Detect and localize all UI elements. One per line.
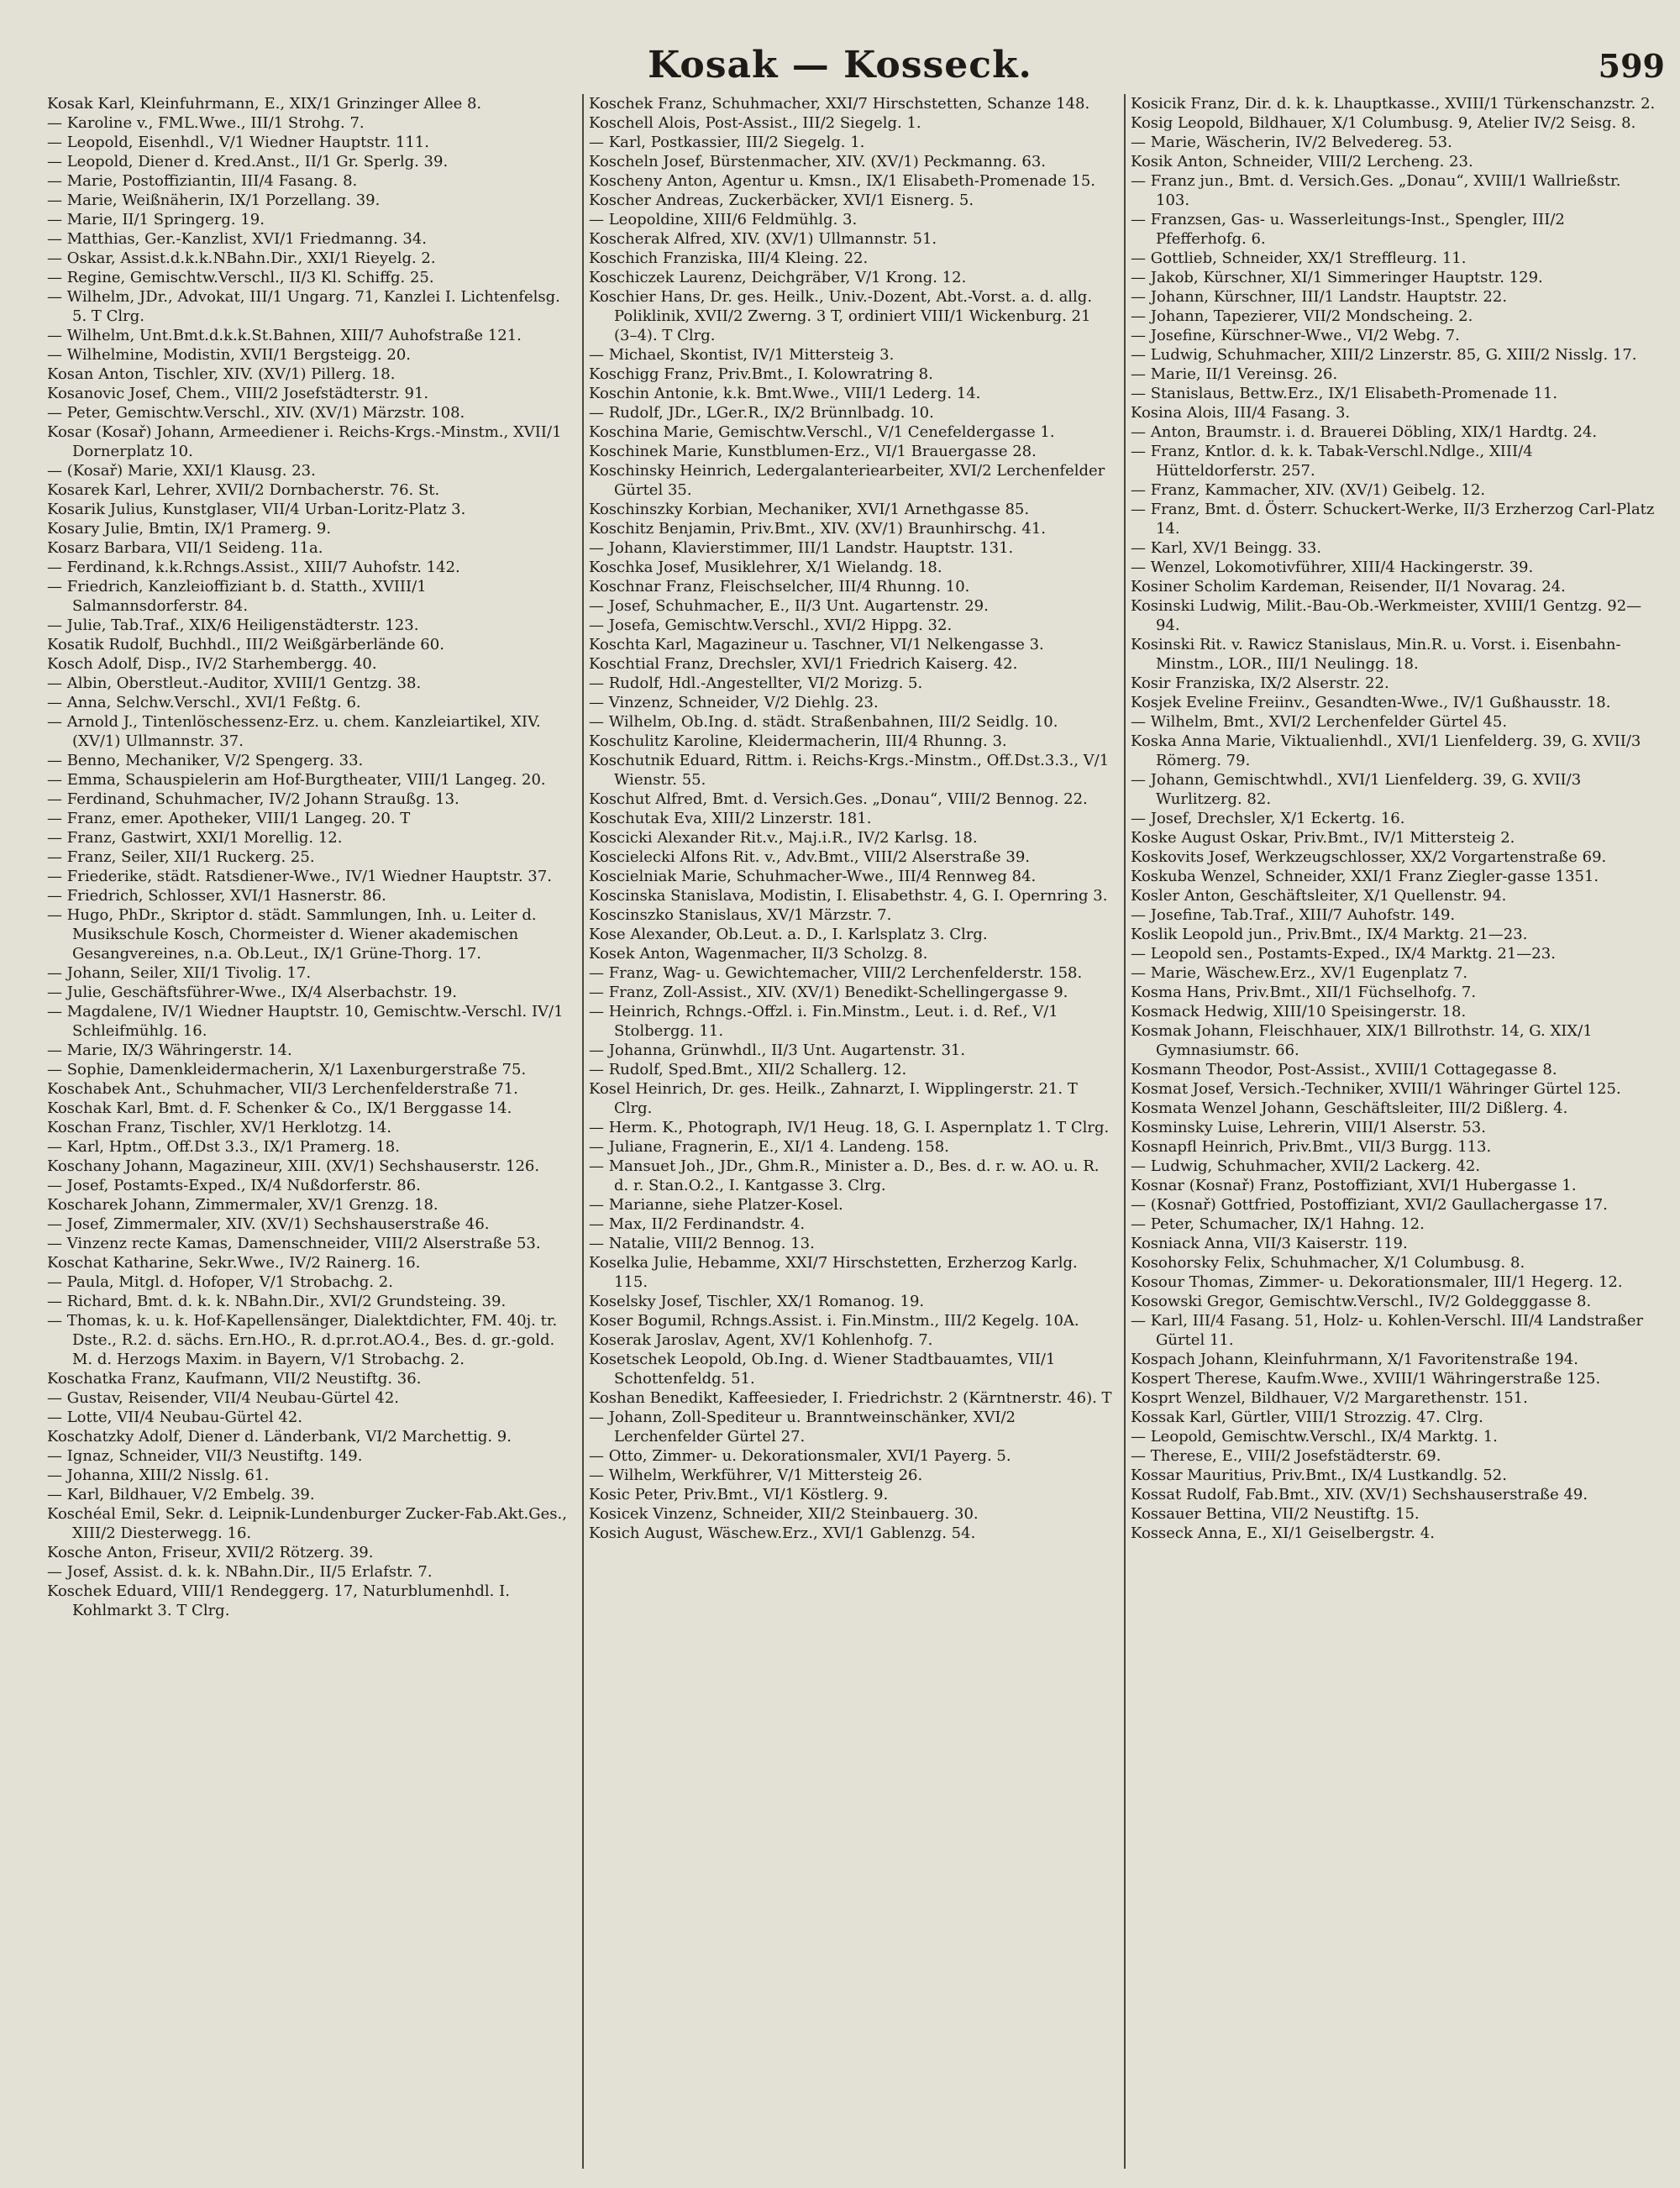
directory-entry: Koschek Eduard, VIII/1 Rendeggerg. 17, Naturblumenhdl. I. Kohlmarkt 3. T Clrg. — [47, 1582, 510, 1619]
directory-entry: — Marie, IX/3 Währingerstr. 14. — [47, 1042, 292, 1059]
directory-entry: — Hugo, PhDr., Skriptor d. städt. Sammlungen, Inh. u. Leiter d. Musikschule Kosch, Chormeister d. Wiener akademischen Gesangvereines, n.a. Ob.Leut., IX/1 Grüne-Thorg. 17. — [47, 906, 537, 963]
directory-entry: — Johann, Tapezierer, VII/2 Mondscheing. 2. — [1131, 307, 1473, 325]
directory-entry: — Lotte, VII/4 Neubau-Gürtel 42. — [47, 1409, 303, 1426]
directory-entry: Kosic Peter, Priv.Bmt., VI/1 Köstlerg. 9. — [589, 1486, 889, 1503]
column-middle — [584, 94, 1126, 2169]
directory-entry: Koschek Franz, Schuhmacher, XXI/7 Hirschstetten, Schanze 148. — [589, 95, 1090, 113]
directory-entry: — Johann, Zoll-Spediteur u. Branntweinschänker, XVI/2 Lerchenfelder Gürtel 27. — [589, 1409, 1016, 1446]
directory-entry: Kosanovic Josef, Chem., VIII/2 Josefstädterstr. 91. — [47, 385, 429, 402]
directory-entry: Koscherak Alfred, XIV. (XV/1) Ullmannstr. 51. — [589, 230, 937, 248]
directory-entry: — Josef, Schuhmacher, E., II/3 Unt. Augartenstr. 29. — [589, 597, 989, 615]
directory-entry: Koschta Karl, Magazineur u. Taschner, VI/1 Nelkengasse 3. — [589, 636, 1044, 653]
directory-entry: Koser Bogumil, Rchngs.Assist. i. Fin.Minstm., III/2 Kegelg. 10A. — [589, 1312, 1079, 1330]
directory-entry: Koscielecki Alfons Rit. v., Adv.Bmt., VIII/2 Alserstraße 39. — [589, 848, 1031, 866]
directory-entry: Kosina Alois, III/4 Fasang. 3. — [1131, 404, 1351, 422]
directory-entry: Koschier Hans, Dr. ges. Heilk., Univ.-Dozent, Abt.-Vorst. a. d. allg. Poliklinik, XVII/2 Zwerng. 3 T, ordiniert VIII/1 Wickenburg. 21 (3–4). T Clrg. — [589, 288, 1093, 344]
directory-entry: — Josef, Postamts-Exped., IX/4 Nußdorferstr. 86. — [47, 1177, 421, 1194]
directory-entry: Kospach Johann, Kleinfuhrmann, X/1 Favoritenstraße 194. — [1131, 1351, 1578, 1368]
directory-entry: — Oskar, Assist.d.k.k.NBahn.Dir., XXI/1 Rieyelg. 2. — [47, 249, 436, 267]
directory-entry: — Gottlieb, Schneider, XX/1 Streffleurg. 11. — [1131, 249, 1467, 267]
directory-entry: Koschina Marie, Gemischtw.Verschl., V/1 Cenefeldergasse 1. — [589, 423, 1055, 441]
directory-entry: Kosig Leopold, Bildhauer, X/1 Columbusg. 9, Atelier IV/2 Seisg. 8. — [1131, 114, 1636, 132]
directory-entry: Kosetschek Leopold, Ob.Ing. d. Wiener Stadtbauamtes, VII/1 Schottenfeldg. 51. — [589, 1351, 1056, 1388]
directory-entry: Koschitz Benjamin, Priv.Bmt., XIV. (XV/1) Braunhirschg. 41. — [589, 520, 1046, 538]
directory-entry: Kosar (Kosař) Johann, Armeediener i. Reichs-Krgs.-Minstm., XVII/1 Dornerplatz 10. — [47, 423, 562, 460]
directory-entry: Koschak Karl, Bmt. d. F. Schenker & Co., IX/1 Berggasse 14. — [47, 1099, 512, 1117]
directory-entry: Kosche Anton, Friseur, XVII/2 Rötzerg. 39. — [47, 1544, 374, 1561]
directory-entry: Koschtial Franz, Drechsler, XVI/1 Friedrich Kaiserg. 42. — [589, 655, 1018, 673]
directory-entry: — Johanna, Grünwhdl., II/3 Unt. Augartenstr. 31. — [589, 1042, 966, 1059]
directory-entry: — Leopold, Diener d. Kred.Anst., II/1 Gr. Sperlg. 39. — [47, 153, 449, 171]
directory-entry: — Mansuet Joh., JDr., Ghm.R., Minister a. D., Bes. d. r. w. AO. u. R. d. r. Stan.O.2., I. Kantgasse 3. Clrg. — [589, 1157, 1100, 1194]
directory-entry: — Johann, Seiler, XII/1 Tivolig. 17. — [47, 964, 312, 982]
directory-entry: — Vinzenz, Schneider, V/2 Diehlg. 23. — [589, 694, 879, 711]
directory-entry: — Julie, Geschäftsführer-Wwe., IX/4 Alserbachstr. 19. — [47, 984, 457, 1001]
directory-entry: Koschich Franziska, III/4 Kleing. 22. — [589, 249, 869, 267]
directory-entry: — Jakob, Kürschner, XI/1 Simmeringer Hauptstr. 129. — [1131, 269, 1543, 286]
page-number: 599 — [1598, 47, 1665, 85]
directory-entry: — Wilhelm, Werkführer, V/1 Mittersteig 26. — [589, 1467, 923, 1484]
directory-entry: Koschabek Ant., Schuhmacher, VII/3 Lerchenfelderstraße 71. — [47, 1080, 518, 1098]
directory-entry: — Wilhelm, JDr., Advokat, III/1 Ungarg. 71, Kanzlei I. Lichtenfelsg. 5. T Clrg. — [47, 288, 560, 325]
directory-entry: Kosel Heinrich, Dr. ges. Heilk., Zahnarzt, I. Wipplingerstr. 21. T Clrg. — [589, 1080, 1078, 1117]
directory-entry: — Herm. K., Photograph, IV/1 Heug. 18, G. I. Aspernplatz 1. T Clrg. — [589, 1119, 1110, 1136]
directory-entry: — Johanna, XIII/2 Nisslg. 61. — [47, 1467, 270, 1484]
directory-entry: — (Kosnař) Gottfried, Postoffiziant, XVI/2 Gaullachergasse 17. — [1131, 1196, 1608, 1214]
directory-entry: Kosowski Gregor, Gemischtw.Verschl., IV/2 Goldegggasse 8. — [1131, 1293, 1592, 1310]
directory-entry: Koschat Katharine, Sekr.Wwe., IV/2 Rainerg. 16. — [47, 1254, 421, 1272]
directory-entry: — Ignaz, Schneider, VII/3 Neustiftg. 149. — [47, 1447, 363, 1465]
directory-entry: — Albin, Oberstleut.-Auditor, XVIII/1 Gentzg. 38. — [47, 674, 422, 692]
directory-entry: Koscheny Anton, Agentur u. Kmsn., IX/1 Elisabeth-Promenade 15. — [589, 172, 1095, 190]
directory-entry: Kosseck Anna, E., XI/1 Geiselbergstr. 4. — [1131, 1524, 1435, 1542]
directory-entry: — Leopold sen., Postamts-Exped., IX/4 Marktg. 21—23. — [1131, 945, 1556, 963]
directory-entry: — Wilhelmine, Modistin, XVII/1 Bergsteigg. 20. — [47, 346, 412, 364]
directory-entry: Kosnar (Kosnař) Franz, Postoffiziant, XVI/1 Hubergasse 1. — [1131, 1177, 1577, 1194]
directory-entry: Kossat Rudolf, Fab.Bmt., XIV. (XV/1) Sechshauserstraße 49. — [1131, 1486, 1588, 1503]
directory-entry: Kosak Karl, Kleinfuhrmann, E., XIX/1 Grinzinger Allee 8. — [47, 95, 482, 113]
directory-entry: — Johann, Kürschner, III/1 Landstr. Hauptstr. 22. — [1131, 288, 1508, 306]
directory-entry: Kosatik Rudolf, Buchhdl., III/2 Weißgärberlände 60. — [47, 636, 444, 653]
directory-entry: — Karoline v., FML.Wwe., III/1 Strohg. 7. — [47, 114, 365, 132]
directory-entry: — Leopold, Gemischtw.Verschl., IX/4 Marktg. 1. — [1131, 1428, 1498, 1446]
directory-entry: — Friederike, städt. Ratsdiener-Wwe., IV/1 Wiedner Hauptstr. 37. — [47, 868, 552, 885]
column-left — [42, 94, 584, 2169]
directory-entry: Kosiner Scholim Kardeman, Reisender, II/1 Novarag. 24. — [1131, 578, 1566, 596]
directory-entry: Koschulitz Karoline, Kleidermacherin, III/4 Rhunng. 3. — [589, 732, 1007, 750]
directory-entry: — Gustav, Reisender, VII/4 Neubau-Gürtel 42. — [47, 1389, 400, 1407]
directory-entry: — Paula, Mitgl. d. Hofoper, V/1 Strobachg. 2. — [47, 1273, 393, 1291]
directory-entry: — Otto, Zimmer- u. Dekorationsmaler, XVI/1 Payerg. 5. — [589, 1447, 1011, 1465]
directory-entry: — Franzsen, Gas- u. Wasserleitungs-Inst., Spengler, III/2 Pfefferhofg. 6. — [1131, 211, 1565, 248]
directory-entry: — Marie, Weißnäherin, IX/1 Porzellang. 39. — [47, 192, 381, 209]
directory-entry: — Josefine, Kürschner-Wwe., VI/2 Webg. 7. — [1131, 327, 1460, 344]
directory-entry: Kospert Therese, Kaufm.Wwe., XVIII/1 Währingerstraße 125. — [1131, 1370, 1601, 1388]
directory-entry: — Anton, Braumstr. i. d. Brauerei Döbling, XIX/1 Hardtg. 24. — [1131, 423, 1598, 441]
directory-entry: — Magdalene, IV/1 Wiedner Hauptstr. 10, Gemischtw.-Verschl. IV/1 Schleifmühlg. 16. — [47, 1003, 564, 1040]
directory-entry: Koserak Jaroslav, Agent, XV/1 Kohlenhofg. 7. — [589, 1331, 933, 1349]
directory-entry: Koschut Alfred, Bmt. d. Versich.Ges. „Donau“, VIII/2 Bennog. 22. — [589, 790, 1088, 808]
directory-entry: Kosler Anton, Geschäftsleiter, X/1 Quellenstr. 94. — [1131, 887, 1507, 905]
directory-entry: — Franz, Wag- u. Gewichtemacher, VIII/2 Lerchenfelderstr. 158. — [589, 964, 1083, 982]
directory-entry: Koschan Franz, Tischler, XV/1 Herklotzg. 14. — [47, 1119, 392, 1136]
page-title: Kosak — Kosseck. — [648, 44, 1032, 87]
directory-entry: — Franz, emer. Apotheker, VIII/1 Langeg. 20. T — [47, 810, 411, 827]
directory-entry: Kosary Julie, Bmtin, IX/1 Pramerg. 9. — [47, 520, 332, 538]
directory-entry: Koscicki Alexander Rit.v., Maj.i.R., IV/2 Karlsg. 18. — [589, 829, 978, 847]
directory-entry: — Peter, Gemischtw.Verschl., XIV. (XV/1) Märzstr. 108. — [47, 404, 465, 422]
directory-entry: — Marie, Wäschew.Erz., XV/1 Eugenplatz 7. — [1131, 964, 1468, 982]
directory-entry: — Karl, Hptm., Off.Dst 3.3., IX/1 Pramerg. 18. — [47, 1138, 400, 1156]
directory-entry: Koschinszky Korbian, Mechaniker, XVI/1 Arnethgasse 85. — [589, 501, 1030, 518]
directory-entry: Koschany Johann, Magazineur, XIII. (XV/1) Sechshauserstr. 126. — [47, 1157, 540, 1175]
directory-entry: Koschin Antonie, k.k. Bmt.Wwe., VIII/1 Lederg. 14. — [589, 385, 981, 402]
directory-entry: Kosinski Rit. v. Rawicz Stanislaus, Min.R. u. Vorst. i. Eisenbahn-Minstm., LOR., III/1 Neulingg. 18. — [1131, 636, 1621, 673]
directory-entry: Kosir Franziska, IX/2 Alserstr. 22. — [1131, 674, 1389, 692]
directory-entry: — Karl, XV/1 Beingg. 33. — [1131, 539, 1322, 557]
directory-entry: — Vinzenz recte Kamas, Damenschneider, VIII/2 Alserstraße 53. — [47, 1235, 541, 1252]
directory-entry: Koscielniak Marie, Schuhmacher-Wwe., III/4 Rennweg 84. — [589, 868, 1037, 885]
directory-entry: Koschatka Franz, Kaufmann, VII/2 Neustiftg. 36. — [47, 1370, 422, 1388]
directory-entry: Koschutak Eva, XIII/2 Linzerstr. 181. — [589, 810, 872, 827]
directory-entry: Kosicek Vinzenz, Schneider, XII/2 Steinbauerg. 30. — [589, 1505, 979, 1523]
directory-entry: Kossar Mauritius, Priv.Bmt., IX/4 Lustkandlg. 52. — [1131, 1467, 1507, 1484]
directory-entry: Koschinek Marie, Kunstblumen-Erz., VI/1 Brauergasse 28. — [589, 443, 1037, 460]
directory-entry: Koscheln Josef, Bürstenmacher, XIV. (XV/1) Peckmanng. 63. — [589, 153, 1047, 171]
directory-entry: — Richard, Bmt. d. k. k. NBahn.Dir., XVI/2 Grundsteing. 39. — [47, 1293, 507, 1310]
directory-entry: — Wilhelm, Ob.Ing. d. städt. Straßenbahnen, III/2 Seidlg. 10. — [589, 713, 1058, 731]
directory-entry: Kosmak Johann, Fleischhauer, XIX/1 Billrothstr. 14, G. XIX/1 Gymnasiumstr. 66. — [1131, 1022, 1593, 1059]
directory-entry: Kosan Anton, Tischler, XIV. (XV/1) Pillerg. 18. — [47, 365, 396, 383]
directory-entry: — Leopoldine, XIII/6 Feldmühlg. 3. — [589, 211, 858, 228]
directory-entry: Kosch Adolf, Disp., IV/2 Starhembergg. 40. — [47, 655, 377, 673]
directory-entry: — Franz, Kammacher, XIV. (XV/1) Geibelg. 12. — [1131, 481, 1486, 499]
directory-entry: — Heinrich, Rchngs.-Offzl. i. Fin.Minstm., Leut. i. d. Ref., V/1 Stolbergg. 11. — [589, 1003, 1058, 1040]
directory-entry: Kosjek Eveline Freiinv., Gesandten-Wwe., IV/1 Gußhausstr. 18. — [1131, 694, 1611, 711]
directory-entry: Koschéal Emil, Sekr. d. Leipnik-Lundenburger Zucker-Fab.Akt.Ges., XIII/2 Diesterwegg. 16. — [47, 1505, 567, 1542]
directory-entry: — Karl, Postkassier, III/2 Siegelg. 1. — [589, 134, 865, 151]
directory-entry: — Arnold J., Tintenlöschessenz-Erz. u. chem. Kanzleiartikel, XIV. (XV/1) Ullmannstr. 37. — [47, 713, 541, 750]
directory-entry: — Josefa, Gemischtw.Verschl., XVI/2 Hippg. 32. — [589, 617, 953, 634]
directory-entry: — Franz, Bmt. d. Österr. Schuckert-Werke, II/3 Erzherzog Carl-Platz 14. — [1131, 501, 1655, 538]
directory-entry: — Josefine, Tab.Traf., XIII/7 Auhofstr. 149. — [1131, 906, 1456, 924]
directory-entry: — Johann, Gemischtwhdl., XVI/1 Lienfelderg. 39, G. XVII/3 Wurlitzerg. 82. — [1131, 771, 1582, 808]
directory-entry: — Rudolf, Sped.Bmt., XII/2 Schallerg. 12. — [589, 1061, 907, 1078]
directory-entry: Kosniack Anna, VII/3 Kaiserstr. 119. — [1131, 1235, 1408, 1252]
directory-columns — [42, 94, 1667, 2169]
directory-entry: — Wilhelm, Unt.Bmt.d.k.k.St.Bahnen, XIII/7 Auhofstraße 121. — [47, 327, 522, 344]
directory-entry: — Franz, Kntlor. d. k. k. Tabak-Verschl.Ndlge., XIII/4 Hütteldorferstr. 257. — [1131, 443, 1533, 480]
directory-entry: Kosohorsky Felix, Schuhmacher, X/1 Columbusg. 8. — [1131, 1254, 1525, 1272]
directory-entry: Kosarik Julius, Kunstglaser, VII/4 Urban-Loritz-Platz 3. — [47, 501, 466, 518]
directory-entry: — Franz, Seiler, XII/1 Ruckerg. 25. — [47, 848, 315, 866]
directory-entry: Koscharek Johann, Zimmermaler, XV/1 Grenzg. 18. — [47, 1196, 438, 1214]
directory-entry: Kosmat Josef, Versich.-Techniker, XVIII/1 Währinger Gürtel 125. — [1131, 1080, 1621, 1098]
directory-entry: — Stanislaus, Bettw.Erz., IX/1 Elisabeth-Promenade 11. — [1131, 385, 1558, 402]
directory-entry: Koska Anna Marie, Viktualienhdl., XVI/1 Lienfelderg. 39, G. XVII/3 Römerg. 79. — [1131, 732, 1641, 769]
directory-entry: Kosma Hans, Priv.Bmt., XII/1 Füchselhofg. 7. — [1131, 984, 1477, 1001]
directory-entry: Koschigg Franz, Priv.Bmt., I. Kolowratring 8. — [589, 365, 933, 383]
directory-entry: Koschatzky Adolf, Diener d. Länderbank, VI/2 Marchettig. 9. — [47, 1428, 512, 1446]
directory-entry: Kosnapfl Heinrich, Priv.Bmt., VII/3 Burgg. 113. — [1131, 1138, 1492, 1156]
column-right — [1126, 94, 1667, 2169]
directory-entry: Koselsky Josef, Tischler, XX/1 Romanog. 19. — [589, 1293, 925, 1310]
directory-entry: — Ferdinand, k.k.Rchngs.Assist., XIII/7 Auhofstr. 142. — [47, 559, 460, 576]
directory-entry: — Ferdinand, Schuhmacher, IV/2 Johann Straußg. 13. — [47, 790, 459, 808]
directory-entry: — Leopold, Eisenhdl., V/1 Wiedner Hauptstr. 111. — [47, 134, 429, 151]
directory-entry: — Michael, Skontist, IV/1 Mittersteig 3. — [589, 346, 895, 364]
directory-entry: — Friedrich, Schlosser, XVI/1 Hasnerstr. 86. — [47, 887, 386, 905]
directory-entry: Koschka Josef, Musiklehrer, X/1 Wielandg. 18. — [589, 559, 942, 576]
directory-entry: Koscinska Stanislava, Modistin, I. Elisabethstr. 4, G. I. Opernring 3. — [589, 887, 1108, 905]
directory-entry: Kosinski Ludwig, Milit.-Bau-Ob.-Werkmeister, XVIII/1 Gentzg. 92—94. — [1131, 597, 1642, 634]
directory-entry: Kosmann Theodor, Post-Assist., XVIII/1 Cottagegasse 8. — [1131, 1061, 1557, 1078]
directory-entry: Kosmata Wenzel Johann, Geschäftsleiter, III/2 Dißlerg. 4. — [1131, 1099, 1568, 1117]
directory-entry: — Julie, Tab.Traf., XIX/6 Heiligenstädterstr. 123. — [47, 617, 419, 634]
directory-entry: Kosminsky Luise, Lehrerin, VIII/1 Alserstr. 53. — [1131, 1119, 1486, 1136]
directory-entry: — Matthias, Ger.-Kanzlist, XVI/1 Friedmanng. 34. — [47, 230, 428, 248]
directory-entry: Koschinsky Heinrich, Ledergalanteriearbeiter, XVI/2 Lerchenfelder Gürtel 35. — [589, 462, 1105, 499]
directory-entry: — Friedrich, Kanzleioffiziant b. d. Statth., XVIII/1 Salmannsdorferstr. 84. — [47, 578, 427, 615]
directory-entry: Kosik Anton, Schneider, VIII/2 Lercheng. 23. — [1131, 153, 1473, 171]
directory-entry: Koscinszko Stanislaus, XV/1 Märzstr. 7. — [589, 906, 892, 924]
directory-entry: — Therese, E., VIII/2 Josefstädterstr. 69. — [1131, 1447, 1441, 1465]
directory-entry: — Karl, Bildhauer, V/2 Embelg. 39. — [47, 1486, 315, 1503]
directory-entry: — (Kosař) Marie, XXI/1 Klausg. 23. — [47, 462, 316, 480]
directory-entry: Koschiczek Laurenz, Deichgräber, V/1 Krong. 12. — [589, 269, 967, 286]
directory-entry: — Johann, Klavierstimmer, III/1 Landstr. Hauptstr. 131. — [589, 539, 1014, 557]
directory-entry: Kosarz Barbara, VII/1 Seideng. 11a. — [47, 539, 323, 557]
directory-entry: Kosarek Karl, Lehrer, XVII/2 Dornbacherstr. 76. St. — [47, 481, 440, 499]
directory-entry: — Marie, Wäscherin, IV/2 Belvedereg. 53. — [1131, 134, 1452, 151]
directory-entry: Koslik Leopold jun., Priv.Bmt., IX/4 Marktg. 21—23. — [1131, 926, 1528, 943]
directory-entry: Kossauer Bettina, VII/2 Neustiftg. 15. — [1131, 1505, 1420, 1523]
directory-entry: — Rudolf, Hdl.-Angestellter, VI/2 Morizg. 5. — [589, 674, 923, 692]
directory-entry: — Josef, Assist. d. k. k. NBahn.Dir., II/5 Erlafstr. 7. — [47, 1563, 433, 1581]
directory-entry: Kosek Anton, Wagenmacher, II/3 Scholzg. 8. — [589, 945, 928, 963]
directory-entry: — Anna, Selchw.Verschl., XVI/1 Feßtg. 6. — [47, 694, 361, 711]
directory-entry: Koshan Benedikt, Kaffeesieder, I. Friedrichstr. 2 (Kärntnerstr. 46). T — [589, 1389, 1112, 1407]
directory-entry: — Marie, Postoffiziantin, III/4 Fasang. 8. — [47, 172, 358, 190]
directory-entry: — Franz, Gastwirt, XXI/1 Morellig. 12. — [47, 829, 343, 847]
directory-entry: — Sophie, Damenkleidermacherin, X/1 Laxenburgerstraße 75. — [47, 1061, 527, 1078]
directory-entry: Kosicik Franz, Dir. d. k. k. Lhauptkasse., XVIII/1 Türkenschanzstr. 2. — [1131, 95, 1656, 113]
directory-entry: Kosprt Wenzel, Bildhauer, V/2 Margarethenstr. 151. — [1131, 1389, 1528, 1407]
directory-entry: — Emma, Schauspielerin am Hof-Burgtheater, VIII/1 Langeg. 20. — [47, 771, 546, 789]
directory-entry: — Rudolf, JDr., LGer.R., IX/2 Brünnlbadg. 10. — [589, 404, 934, 422]
directory-entry: Kosmack Hedwig, XIII/10 Speisingerstr. 18. — [1131, 1003, 1467, 1021]
directory-entry: Koskovits Josef, Werkzeugschlosser, XX/2 Vorgartenstraße 69. — [1131, 848, 1607, 866]
directory-entry: Koschutnik Eduard, Rittm. i. Reichs-Krgs.-Minstm., Off.Dst.3.3., V/1 Wienstr. 55. — [589, 752, 1110, 789]
directory-entry: Koschnar Franz, Fleischselcher, III/4 Rhunng. 10. — [589, 578, 970, 596]
directory-entry: — Ludwig, Schuhmacher, XIII/2 Linzerstr. 85, G. XIII/2 Nisslg. 17. — [1131, 346, 1637, 364]
directory-entry: Koskuba Wenzel, Schneider, XXI/1 Franz Ziegler-gasse 1351. — [1131, 868, 1599, 885]
directory-entry: Koselka Julie, Hebamme, XXI/7 Hirschstetten, Erzherzog Karlg. 115. — [589, 1254, 1078, 1291]
directory-entry: Kose Alexander, Ob.Leut. a. D., I. Karlsplatz 3. Clrg. — [589, 926, 988, 943]
directory-entry: — Juliane, Fragnerin, E., XI/1 4. Landeng. 158. — [589, 1138, 949, 1156]
directory-entry: — Wenzel, Lokomotivführer, XIII/4 Hackingerstr. 39. — [1131, 559, 1534, 576]
directory-entry: Kossak Karl, Gürtler, VIII/1 Strozzig. 47. Clrg. — [1131, 1409, 1483, 1426]
directory-entry: — Wilhelm, Bmt., XVI/2 Lerchenfelder Gürtel 45. — [1131, 713, 1508, 731]
directory-entry: — Josef, Zimmermaler, XIV. (XV/1) Sechshauserstraße 46. — [47, 1215, 490, 1233]
directory-entry: Koske August Oskar, Priv.Bmt., IV/1 Mittersteig 2. — [1131, 829, 1515, 847]
directory-entry: — Franz, Zoll-Assist., XIV. (XV/1) Benedikt-Schellingergasse 9. — [589, 984, 1068, 1001]
directory-entry: — Josef, Drechsler, X/1 Eckertg. 16. — [1131, 810, 1405, 827]
directory-entry: — Natalie, VIII/2 Bennog. 13. — [589, 1235, 815, 1252]
directory-entry: — Max, II/2 Ferdinandstr. 4. — [589, 1215, 806, 1233]
directory-entry: — Marie, II/1 Springerg. 19. — [47, 211, 265, 228]
directory-entry: — Franz jun., Bmt. d. Versich.Ges. „Donau“, XVIII/1 Wallrießstr. 103. — [1131, 172, 1621, 209]
directory-entry: — Benno, Mechaniker, V/2 Spengerg. 33. — [47, 752, 364, 769]
directory-entry: Kosour Thomas, Zimmer- u. Dekorationsmaler, III/1 Hegerg. 12. — [1131, 1273, 1623, 1291]
directory-entry: — Ludwig, Schuhmacher, XVII/2 Lackerg. 42. — [1131, 1157, 1481, 1175]
directory-entry: Kosich August, Wäschew.Erz., XVI/1 Gablenzg. 54. — [589, 1524, 976, 1542]
directory-entry: — Peter, Schumacher, IX/1 Hahng. 12. — [1131, 1215, 1425, 1233]
directory-entry: — Thomas, k. u. k. Hof-Kapellensänger, Dialektdichter, FM. 40j. tr. Dste., R.2. d. sächs. Ern.HO., R. d.pr.rot.AO.4., Bes. d. gr.-gold. M. d. Herzogs Maxim. in Bayern, V/1 Strobachg. 2. — [47, 1312, 558, 1368]
directory-entry: — Marie, II/1 Vereinsg. 26. — [1131, 365, 1338, 383]
directory-entry: — Marianne, siehe Platzer-Kosel. — [589, 1196, 843, 1214]
directory-entry: Koschell Alois, Post-Assist., III/2 Siegelg. 1. — [589, 114, 921, 132]
directory-entry: Koscher Andreas, Zuckerbäcker, XVI/1 Eisnerg. 5. — [589, 192, 974, 209]
directory-entry: — Regine, Gemischtw.Verschl., II/3 Kl. Schiffg. 25. — [47, 269, 434, 286]
directory-entry: — Karl, III/4 Fasang. 51, Holz- u. Kohlen-Verschl. III/4 Landstraßer Gürtel 11. — [1131, 1312, 1644, 1349]
